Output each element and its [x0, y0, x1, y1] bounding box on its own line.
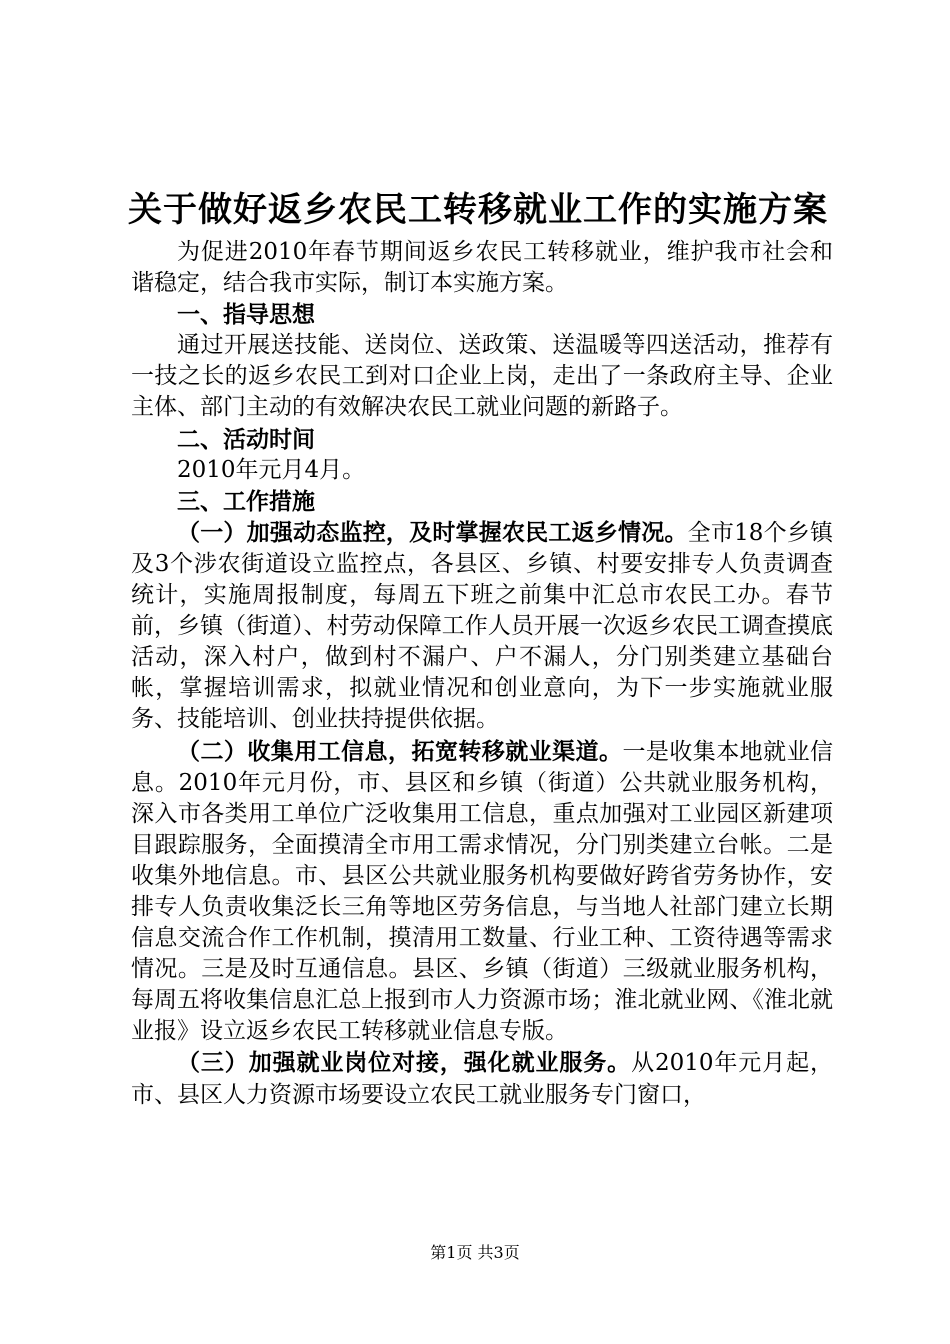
measure-paragraph-3: [131, 1047, 833, 1110]
document-title: 关于做好返乡农民工转移就业工作的实施方案: [128, 190, 828, 230]
measure-lead-3: （三）加强就业岗位对接，强化就业服务。: [177, 1049, 632, 1077]
measure-lead-2: （二）收集用工信息，拓宽转移就业渠道。: [177, 737, 623, 765]
measure-lead-1: （一）加强动态监控，及时掌握农民工返乡情况。: [177, 518, 688, 546]
measure-paragraph-1: [131, 517, 833, 736]
section-heading-guiding-thought: 一、指导思想: [177, 301, 315, 329]
section-text-guiding-thought: 通过开展送技能、送岗位、送政策、送温暖等四送活动，推荐有一技之长的返乡农民工到对口企业上岗，走出了一条政府主导、企业主体、部门主动的有效解决农民工就业问题的新路子。: [131, 332, 833, 421]
document-body: [131, 237, 833, 1111]
section-text-activity-time: 2010年元月4月。: [177, 456, 366, 483]
section-heading-activity-time: 二、活动时间: [177, 425, 315, 453]
intro-paragraph: 为促进2010年春节期间返乡农民工转移就业，维护我市社会和谐稳定，结合我市实际，制订本实施方案。: [131, 239, 833, 297]
measure-text-1: 全市18个乡镇及3个涉农街道设立监控点，各县区、乡镇、村要安排专人负责调查统计，实施周报制度，每周五下班之前集中汇总市农民工办。春节前，乡镇（街道）、村劳动保障工作人员开展一次返乡农民工调查摸底活动，深入村户，做到村不漏户、户不漏人，分门别类建立基础台帐，掌握培训需求，拟就业情况和创业意向，为下一步实施就业服务、技能培训、创业扶持提供依据。: [131, 519, 833, 733]
measure-text-2: 一是收集本地就业信息。2010年元月份，市、县区和乡镇（街道）公共就业服务机构，深入市各类用工单位广泛收集用工信息，重点加强对工业园区新建项目跟踪服务，全面摸清全市用工需求情况，分门别类建立台帐。二是收集外地信息。市、县区公共就业服务机构要做好跨省劳务协作，安排专人负责收集泛长三角等地区劳务信息，与当地人社部门建立长期信息交流合作工作机制，摸清用工数量、行业工种、工资待遇等需求情况。三是及时互通信息。县区、乡镇（街道）三级就业服务机构，每周五将收集信息汇总上报到市人力资源市场；淮北就业网、《淮北就业报》设立返乡农民工转移就业信息专版。: [131, 738, 834, 1045]
section-heading-work-measures: 三、工作措施: [177, 487, 315, 515]
measure-text-3: 从2010年元月起，市、县区人力资源市场要设立农民工就业服务专门窗口，: [131, 1050, 834, 1108]
measure-paragraph-2: [131, 736, 833, 1048]
page-footer: 第1页 共3页: [430, 1243, 520, 1262]
